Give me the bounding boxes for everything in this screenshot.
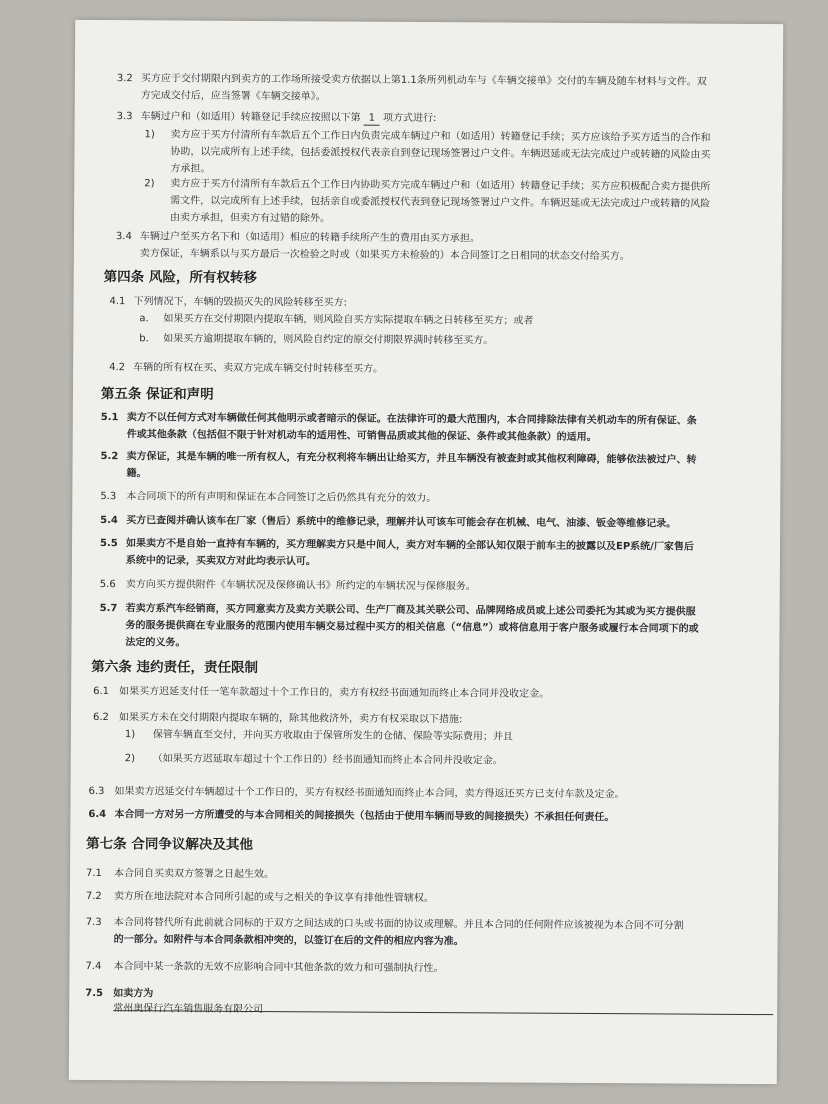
clause-text: 卖方所在地法院对本合同所引起的或与之相关的争议享有排他性管辖权。 <box>113 891 434 905</box>
clause-text: 件或其他条款（包括但不限于针对机动车的适用性、可销售品质或其他的保证、条件或其他条款）的适用。 <box>126 429 597 444</box>
clause-number: 5.4 <box>100 515 118 527</box>
clause-number: 6.1 <box>93 685 110 698</box>
clause-text: 的一部分。如附件与本合同条款相冲突的，以签订在后的文件的相应内容为准。 <box>113 934 464 948</box>
fill-in-blank: 1 <box>364 113 380 126</box>
clause-text: 买方应于交付期限内到卖方的工作场所接受卖方依据以上第1.1条所列机动车与《车辆交接单》交付的车辆及随车材料与文件。双 <box>140 73 707 88</box>
item-number: 1) <box>144 129 155 141</box>
clause-text: 籍。 <box>126 468 147 480</box>
clause-text: 如果买方迟延支付任一笔车款超过十个工作日的，卖方有权经书面通知而终止本合同并没收定金。 <box>119 686 550 700</box>
seller-company-name: 常州奥保行汽车销售服务有限公司 <box>113 1003 264 1016</box>
clause-text: 本合同一方对另一方所遭受的与本合同相关的间接损失（包括由于使用车辆而导致的间接损失）不承担任何责任。 <box>114 809 615 824</box>
clause-text: 本合同将替代所有此前就合同标的于双方之间达成的口头或书面的协议或理解。并且本合同的任何附件应该被视为本合同不可分割 <box>113 917 684 932</box>
clause-text: 本合同中某一条款的无效不应影响合同中其他条款的效力和可强制执行性。 <box>113 961 444 975</box>
item-text: 协助，以完成所有上述手续，包括委派授权代表亲自到登记现场签署过户文件。车辆迟延或无法完成过户或转籍的风险由买 <box>170 146 711 161</box>
clause-text: 方完成交付后，应当签署《车辆交接单》。 <box>140 90 326 103</box>
item-text: 保管车辆直至交付，并向买方收取由于保管所发生的仓储、保险等实际费用；并且 <box>152 729 513 743</box>
section-heading: 第五条 保证和声明 <box>100 386 214 403</box>
item-number: 2) <box>144 178 155 190</box>
clause-number: 3.3 <box>116 111 133 123</box>
item-text: （如果买方迟延取车超过十个工作日的）经书面通知而终止本合同并没收定金。 <box>152 753 503 767</box>
item-text: 卖方应于买方付清所有车款后五个工作日内协助买方完成车辆过户和（如适用）转籍登记手续；买方应积极配合卖方提供所 <box>170 178 711 193</box>
section-heading: 第六条 违约责任，责任限制 <box>91 658 259 676</box>
contract-page <box>69 20 783 1084</box>
clause-number: 5.2 <box>100 451 119 463</box>
clause-text: 车辆的所有权在买、卖双方完成车辆交付时转移至买方。 <box>133 362 384 375</box>
clause-number: 3.4 <box>115 231 132 243</box>
clause-text: 系统中的记录，买卖双方对此均表示认可。 <box>125 555 316 568</box>
item-number: 1) <box>124 729 136 741</box>
item-number: 2) <box>124 753 136 765</box>
clause-number: 7.4 <box>85 960 102 973</box>
clause-text: 如果买方未在交付期限内提取车辆的，除其他救济外，卖方有权采取以下措施: <box>118 712 463 726</box>
item-text: 如果买方在交付期限内提取车辆，则风险自买方实际提取车辆之日转移至买方；或者 <box>163 313 534 327</box>
clause-text: 下列情况下，车辆的毁损灭失的风险转移至买方: <box>133 296 347 309</box>
clause-number: 3.2 <box>116 73 133 85</box>
clause-text: 务的服务提供商在专业服务的范围内使用车辆交易过程中买方的相关信息（“信息”）或将信息用于客户服务或履行本合同项下的或 <box>125 620 699 635</box>
clause-number: 7.5 <box>85 987 104 1000</box>
clause-number: 5.1 <box>100 412 119 424</box>
item-text: 需文件，以完成所有上述手续，包括亲自或委派授权代表到登记现场签署过户文件。车辆迟延或无法完成过户或转籍的风险 <box>170 195 711 210</box>
clause-text: 本合同项下的所有声明和保证在本合同签订之后仍然具有充分的效力。 <box>126 491 437 505</box>
clause-number: 4.2 <box>109 362 126 374</box>
clause-text: 买方已查阅并确认该车在厂家（售后）系统中的维修记录，理解并认可该车可能会存在机械、电气、油漆、钣金等维修记录。 <box>126 515 677 530</box>
clause-number: 7.2 <box>85 890 102 903</box>
clause-number: 5.3 <box>100 491 117 503</box>
clause-text: 如果卖方迟延交付车辆超过十个工作日的，买方有权经书面通知而终止本合同，卖方得返还买方已支付车款及定金。 <box>114 786 625 801</box>
clause-text: 车辆过户和（如适用）转籍登记手续应按照以下第 1 项方式进行: <box>140 111 437 125</box>
clause-number: 5.7 <box>99 603 118 615</box>
clause-number: 6.3 <box>88 785 105 798</box>
clause-text: 卖方不以任何方式对车辆做任何其他明示或者暗示的保证。在法律许可的最大范围内，本合同排除法律有关机动车的所有保证、条 <box>126 412 697 427</box>
clause-text: 卖方保证，车辆系以与买方最后一次检验之时或（如果买方未检验的）本合同签订之日相同的状态交付给买方。 <box>139 248 630 263</box>
item-letter: b. <box>139 333 149 345</box>
clause-number: 5.5 <box>100 538 118 550</box>
clause-text: 法定的义务。 <box>125 637 186 649</box>
clause-text: 车辆过户至买方名下和（如适用）相应的转籍手续所产生的费用由买方承担。 <box>139 231 480 245</box>
clause-number: 7.1 <box>85 867 102 880</box>
clause-number: 7.3 <box>85 916 102 929</box>
clause-number: 4.1 <box>109 296 126 308</box>
clause-text: 如果卖方不是自始一直持有车辆的，买方理解卖方只是中间人，卖方对车辆的全部认知仅限于前车主的披露以及EP系统/厂家售后 <box>126 538 694 553</box>
clause-number: 5.6 <box>99 579 116 591</box>
clause-text: 本合同自买卖双方签署之日起生效。 <box>113 868 275 881</box>
item-letter: a. <box>139 313 149 325</box>
section-heading: 第七条 合同争议解决及其他 <box>86 835 253 853</box>
item-text: 如果买方逾期提取车辆的，则风险自约定的原交付期限界满时转移至买方。 <box>163 333 494 347</box>
section-heading: 第四条 风险，所有权转移 <box>103 269 257 286</box>
item-text: 卖方应于买方付清所有车款后五个工作日内负责完成车辆过户和（如适用）转籍登记手续；买方应该给予买方适当的合作和 <box>170 129 711 144</box>
clause-text: 卖方向买方提供附件《车辆状况及保修确认书》所约定的车辆状况与保修服务。 <box>125 579 476 593</box>
seller-label: 如卖方为 <box>113 988 154 1000</box>
item-text: 方承担。 <box>170 163 211 175</box>
item-text: 由卖方承担，但卖方有过错的除外。 <box>170 212 331 225</box>
clause-text: 若卖方系汽车经销商，买方同意卖方及卖方关联公司、生产厂商及其关联公司、品牌网络成员或上述公司委托为其或为买方提供服 <box>125 603 696 618</box>
clause-number: 6.4 <box>88 808 107 821</box>
clause-text: 卖方保证，其是车辆的唯一所有权人，有充分权利将车辆出让给买方，并且车辆没有被查封或其他权利障碍，能够依法被过户、转 <box>126 451 697 466</box>
clause-number: 6.2 <box>92 711 109 724</box>
